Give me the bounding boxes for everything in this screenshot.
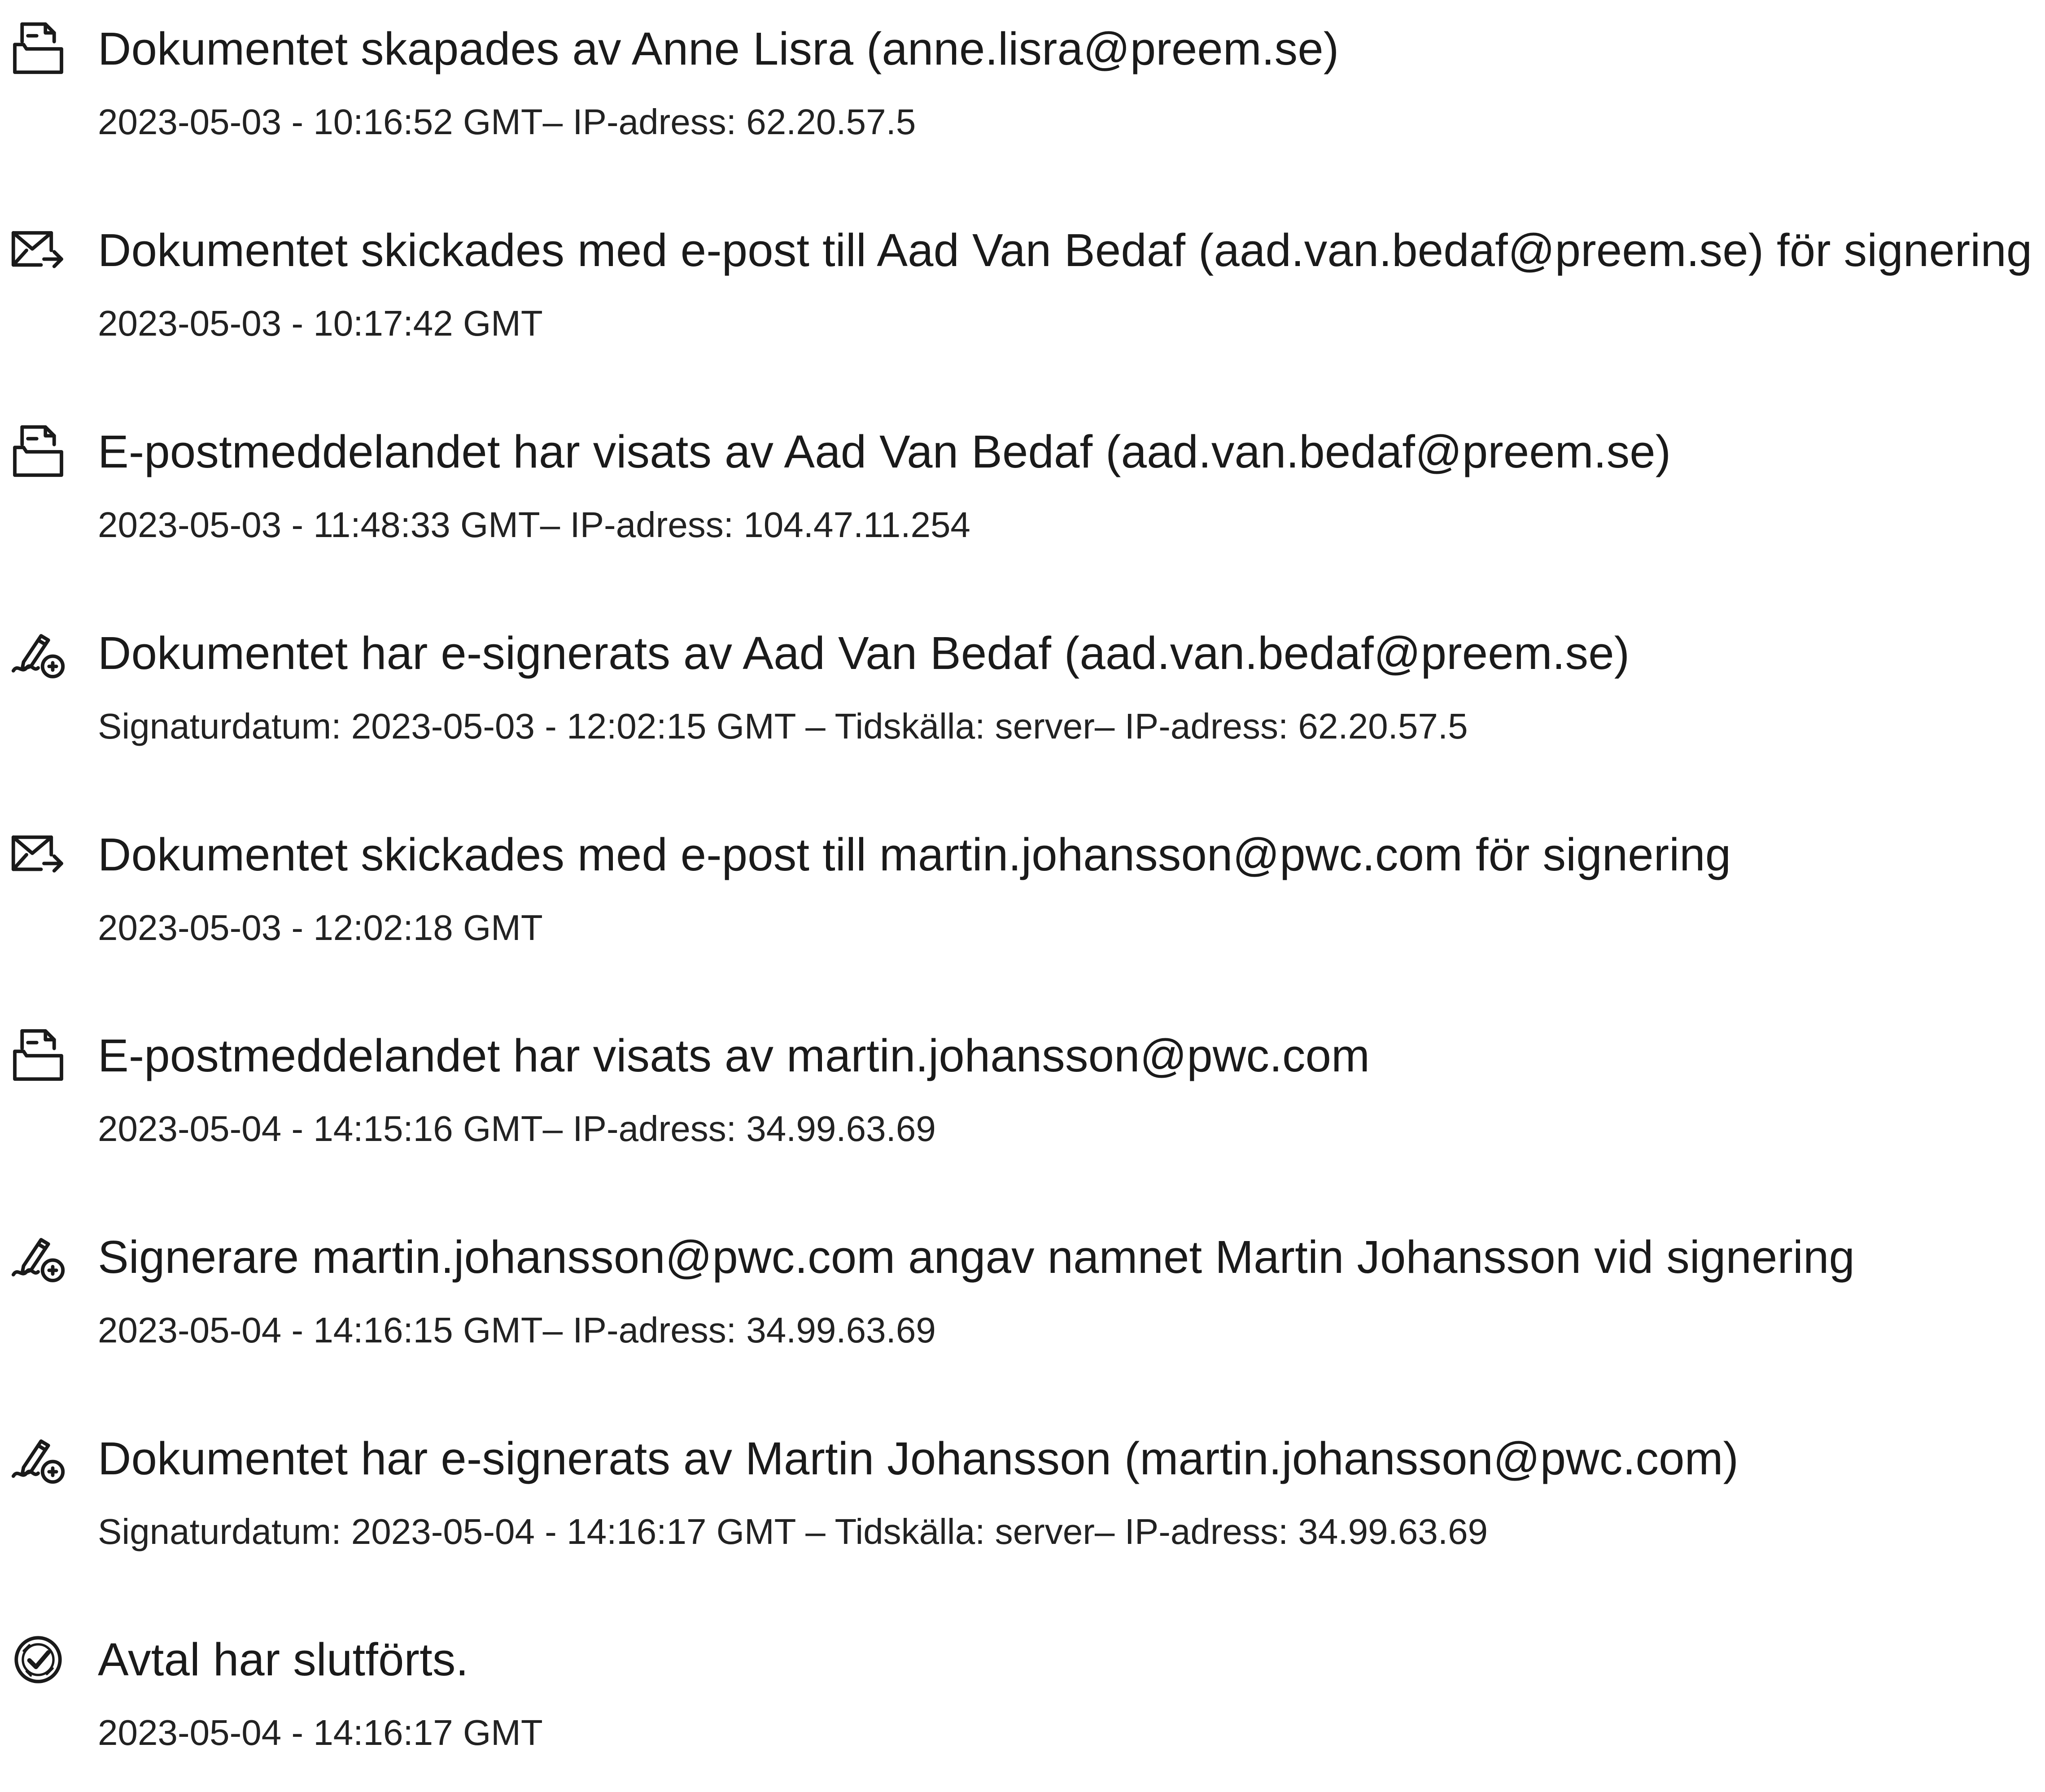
- audit-event-name-entered: [0, 1228, 2045, 1390]
- event-title: Avtal har slutförts.: [98, 1634, 469, 1685]
- completed-check-icon: [9, 1630, 67, 1689]
- audit-event-email-viewed: [0, 423, 2045, 584]
- audit-event-created: [0, 20, 2045, 181]
- event-title: Dokumentet skapades av Anne Lisra (anne.lisra@preem.se): [98, 23, 1339, 74]
- email-send-icon: [9, 826, 67, 884]
- event-title: Dokumentet skickades med e-post till Aad Van Bedaf (aad.van.bedaf@preem.se) för signering: [98, 224, 2032, 276]
- event-timestamp: 2023-05-04 - 14:16:17 GMT: [98, 1713, 543, 1753]
- event-title: E-postmeddelandet har visats av martin.johansson@pwc.com: [98, 1030, 1370, 1081]
- event-timestamp: Signaturdatum: 2023-05-03 - 12:02:15 GMT – Tidskälla: server– IP-adress: 62.20.57.5: [98, 706, 1468, 746]
- event-title: Dokumentet har e-signerats av Martin Johansson (martin.johansson@pwc.com): [98, 1433, 1739, 1484]
- event-timestamp: 2023-05-03 - 10:17:42 GMT: [98, 303, 543, 343]
- document-icon: [9, 20, 67, 78]
- event-title: Signerare martin.johansson@pwc.com angav namnet Martin Johansson vid signering: [98, 1231, 1855, 1283]
- audit-event-email-viewed: [0, 1027, 2045, 1188]
- event-timestamp: 2023-05-03 - 12:02:18 GMT: [98, 908, 543, 948]
- email-send-icon: [9, 221, 67, 280]
- signature-pen-icon: [9, 1429, 67, 1488]
- audit-event-signed: [0, 624, 2045, 786]
- event-title: Dokumentet skickades med e-post till martin.johansson@pwc.com för signering: [98, 829, 1731, 880]
- audit-event-email-sent: [0, 826, 2045, 987]
- audit-event-email-sent: [0, 221, 2045, 383]
- event-title: E-postmeddelandet har visats av Aad Van Bedaf (aad.van.bedaf@preem.se): [98, 426, 1671, 477]
- signature-pen-icon: [9, 624, 67, 682]
- audit-event-completed: [0, 1630, 2045, 1792]
- audit-event-signed: [0, 1429, 2045, 1591]
- signature-pen-icon: [9, 1228, 67, 1286]
- event-timestamp: 2023-05-03 - 10:16:52 GMT– IP-adress: 62.20.57.5: [98, 102, 916, 142]
- document-icon: [9, 1027, 67, 1085]
- event-timestamp: 2023-05-04 - 14:15:16 GMT– IP-adress: 34.99.63.69: [98, 1109, 936, 1149]
- event-timestamp: Signaturdatum: 2023-05-04 - 14:16:17 GMT – Tidskälla: server– IP-adress: 34.99.63.69: [98, 1512, 1488, 1552]
- event-timestamp: 2023-05-03 - 11:48:33 GMT– IP-adress: 104.47.11.254: [98, 505, 970, 545]
- event-title: Dokumentet har e-signerats av Aad Van Bedaf (aad.van.bedaf@preem.se): [98, 627, 1630, 679]
- event-timestamp: 2023-05-04 - 14:16:15 GMT– IP-adress: 34.99.63.69: [98, 1310, 936, 1350]
- document-icon: [9, 423, 67, 481]
